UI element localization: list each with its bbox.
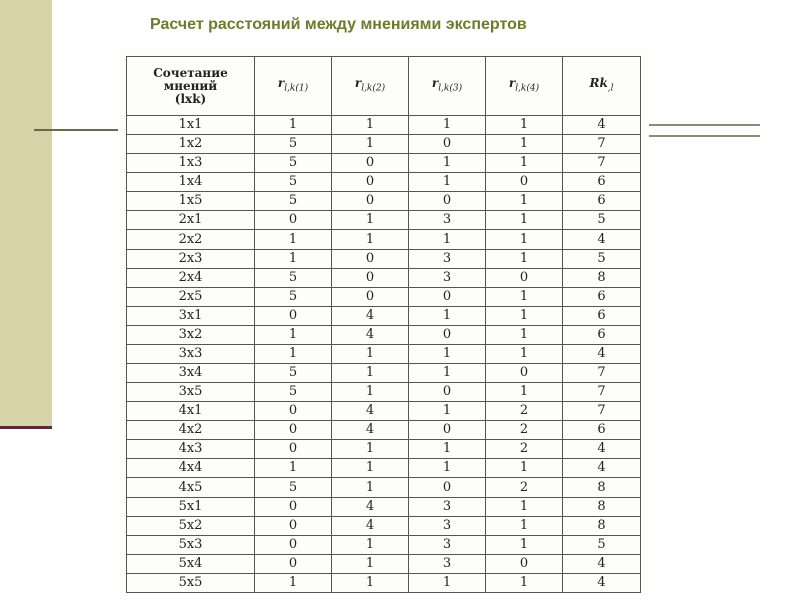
header-rk-main: Rk [589,75,608,90]
r-value-cell: 1 [255,573,332,592]
side-decor-bar [0,0,52,426]
header-combination [127,57,255,116]
table-row [127,116,641,135]
r-value-cell: 1 [255,230,332,249]
rk-cell: 7 [563,402,641,421]
r-value-cell: 0 [255,535,332,554]
header-combination-line2: мнений [163,78,218,93]
r-value-cell: 1 [332,211,409,230]
header-combination-line1: Сочетание [153,65,228,80]
r-value-cell: 3 [409,211,486,230]
combination-cell: 3x4 [127,364,255,383]
r-value-cell: 4 [332,516,409,535]
r-value-cell: 1 [486,535,563,554]
r-value-cell: 1 [409,344,486,363]
rk-cell: 4 [563,344,641,363]
rk-cell: 8 [563,516,641,535]
rk-cell: 7 [563,364,641,383]
combination-cell: 2x2 [127,230,255,249]
r-value-cell: 1 [332,116,409,135]
r-value-cell: 0 [332,249,409,268]
rk-cell: 5 [563,535,641,554]
r-value-cell: 1 [486,230,563,249]
r-value-cell: 0 [486,173,563,192]
r-value-cell: 1 [486,211,563,230]
r-value-cell: 1 [409,154,486,173]
combination-cell: 4x2 [127,421,255,440]
rk-cell: 4 [563,573,641,592]
r-value-cell: 5 [255,173,332,192]
r-value-cell: 0 [332,154,409,173]
header-r2-main: r [354,75,362,90]
header-r2-sub: l,k(2) [361,83,386,94]
r-value-cell: 0 [332,192,409,211]
rk-cell: 6 [563,173,641,192]
rk-cell: 7 [563,135,641,154]
header-r2 [332,57,409,116]
r-value-cell: 0 [332,287,409,306]
table-row [127,516,641,535]
combination-cell: 1x1 [127,116,255,135]
r-value-cell: 1 [332,535,409,554]
r-value-cell: 1 [409,402,486,421]
r-value-cell: 1 [409,364,486,383]
r-value-cell: 2 [486,421,563,440]
combination-cell: 5x5 [127,573,255,592]
r-value-cell: 1 [409,230,486,249]
combination-cell: 4x1 [127,402,255,421]
combination-cell: 1x5 [127,192,255,211]
combination-cell: 3x3 [127,344,255,363]
table-row [127,402,641,421]
r-value-cell: 1 [486,135,563,154]
rk-cell: 5 [563,249,641,268]
combination-cell: 1x4 [127,173,255,192]
r-value-cell: 0 [486,364,563,383]
rk-cell: 8 [563,497,641,516]
r-value-cell: 0 [255,440,332,459]
r-value-cell: 1 [255,116,332,135]
r-value-cell: 4 [332,402,409,421]
r-value-cell: 5 [255,364,332,383]
r-value-cell: 3 [409,497,486,516]
r-value-cell: 3 [409,249,486,268]
r-value-cell: 0 [409,478,486,497]
r-value-cell: 0 [409,383,486,402]
combination-cell: 2x1 [127,211,255,230]
header-r4-sub: l,k(4) [515,83,540,94]
combination-cell: 4x5 [127,478,255,497]
combination-cell: 3x5 [127,383,255,402]
table-row [127,249,641,268]
header-combination-line3: (lxk) [174,91,207,106]
r-value-cell: 3 [409,516,486,535]
table-row [127,497,641,516]
r-value-cell: 0 [409,421,486,440]
r-value-cell: 1 [332,440,409,459]
r-value-cell: 1 [486,287,563,306]
decor-rule-right-bottom [648,135,760,137]
slide-title: Расчет расстояний между мнениями экспертов [150,16,527,33]
header-r1-sub: l,k(1) [284,83,309,94]
table-row [127,383,641,402]
header-rk [563,57,641,116]
header-r4-main: r [508,75,516,90]
table-row [127,459,641,478]
r-value-cell: 2 [486,402,563,421]
r-value-cell: 0 [409,135,486,154]
r-value-cell: 3 [409,554,486,573]
table-row [127,325,641,344]
r-value-cell: 5 [255,478,332,497]
r-value-cell: 5 [255,287,332,306]
r-value-cell: 1 [486,192,563,211]
table-row [127,554,641,573]
rk-cell: 6 [563,306,641,325]
r-value-cell: 1 [486,249,563,268]
rk-cell: 6 [563,287,641,306]
combination-cell: 4x3 [127,440,255,459]
r-value-cell: 0 [486,268,563,287]
combination-cell: 5x2 [127,516,255,535]
r-value-cell: 1 [486,459,563,478]
side-decor-line [0,426,52,429]
r-value-cell: 1 [486,344,563,363]
rk-cell: 4 [563,230,641,249]
r-value-cell: 0 [255,211,332,230]
table-row [127,211,641,230]
r-value-cell: 1 [332,554,409,573]
table-row [127,306,641,325]
rk-cell: 6 [563,192,641,211]
combination-cell: 5x3 [127,535,255,554]
header-r4 [486,57,563,116]
r-value-cell: 0 [255,306,332,325]
combination-cell: 5x4 [127,554,255,573]
table-row [127,173,641,192]
table-row [127,573,641,592]
rk-cell: 4 [563,116,641,135]
r-value-cell: 0 [255,516,332,535]
table-image [118,49,649,593]
combination-cell: 1x3 [127,154,255,173]
r-value-cell: 1 [486,306,563,325]
r-value-cell: 1 [486,516,563,535]
r-value-cell: 0 [255,554,332,573]
table-row [127,268,641,287]
table-row [127,440,641,459]
r-value-cell: 1 [332,383,409,402]
r-value-cell: 0 [409,192,486,211]
table-row [127,364,641,383]
r-value-cell: 1 [332,344,409,363]
header-r1 [255,57,332,116]
r-value-cell: 0 [255,497,332,516]
r-value-cell: 1 [332,459,409,478]
decor-rule-right-top [648,124,760,126]
rk-cell: 5 [563,211,641,230]
header-r3-sub: l,k(3) [438,83,463,94]
r-value-cell: 2 [486,478,563,497]
r-value-cell: 1 [486,573,563,592]
r-value-cell: 1 [409,459,486,478]
r-value-cell: 1 [332,478,409,497]
r-value-cell: 0 [409,287,486,306]
rk-cell: 6 [563,325,641,344]
r-value-cell: 1 [332,573,409,592]
r-value-cell: 1 [486,154,563,173]
header-r3-main: r [431,75,439,90]
r-value-cell: 1 [332,364,409,383]
r-value-cell: 4 [332,421,409,440]
table-body [127,116,641,593]
combination-cell: 2x4 [127,268,255,287]
r-value-cell: 0 [409,325,486,344]
r-value-cell: 1 [255,459,332,478]
r-value-cell: 1 [255,325,332,344]
header-rk-sub: ,l [607,83,614,94]
combination-cell: 3x1 [127,306,255,325]
decor-rule-left [34,129,120,131]
rk-cell: 4 [563,459,641,478]
table-row [127,154,641,173]
r-value-cell: 1 [486,497,563,516]
combination-cell: 1x2 [127,135,255,154]
r-value-cell: 5 [255,154,332,173]
table-row [127,421,641,440]
table-row [127,192,641,211]
combination-cell: 5x1 [127,497,255,516]
r-value-cell: 1 [486,325,563,344]
table-header-row [127,57,641,116]
table-row [127,478,641,497]
r-value-cell: 1 [409,306,486,325]
r-value-cell: 1 [409,173,486,192]
header-r1-main: r [277,75,285,90]
r-value-cell: 1 [409,573,486,592]
r-value-cell: 1 [332,230,409,249]
r-value-cell: 5 [255,383,332,402]
r-value-cell: 4 [332,325,409,344]
combination-cell: 2x3 [127,249,255,268]
r-value-cell: 0 [255,421,332,440]
rk-cell: 8 [563,478,641,497]
r-value-cell: 2 [486,440,563,459]
table-row [127,135,641,154]
r-value-cell: 5 [255,192,332,211]
combination-cell: 2x5 [127,287,255,306]
rk-cell: 6 [563,421,641,440]
distance-table [126,56,641,593]
table-row [127,287,641,306]
r-value-cell: 5 [255,268,332,287]
rk-cell: 8 [563,268,641,287]
r-value-cell: 3 [409,535,486,554]
table-row [127,535,641,554]
r-value-cell: 1 [409,440,486,459]
r-value-cell: 0 [486,554,563,573]
r-value-cell: 1 [486,116,563,135]
r-value-cell: 1 [409,116,486,135]
r-value-cell: 4 [332,306,409,325]
r-value-cell: 4 [332,497,409,516]
r-value-cell: 5 [255,135,332,154]
r-value-cell: 0 [332,268,409,287]
rk-cell: 7 [563,154,641,173]
r-value-cell: 0 [255,402,332,421]
rk-cell: 7 [563,383,641,402]
r-value-cell: 0 [332,173,409,192]
r-value-cell: 1 [486,383,563,402]
rk-cell: 4 [563,554,641,573]
table-row [127,230,641,249]
combination-cell: 3x2 [127,325,255,344]
header-r3 [409,57,486,116]
table-row [127,344,641,363]
r-value-cell: 1 [255,249,332,268]
rk-cell: 4 [563,440,641,459]
r-value-cell: 1 [255,344,332,363]
r-value-cell: 1 [332,135,409,154]
r-value-cell: 3 [409,268,486,287]
combination-cell: 4x4 [127,459,255,478]
